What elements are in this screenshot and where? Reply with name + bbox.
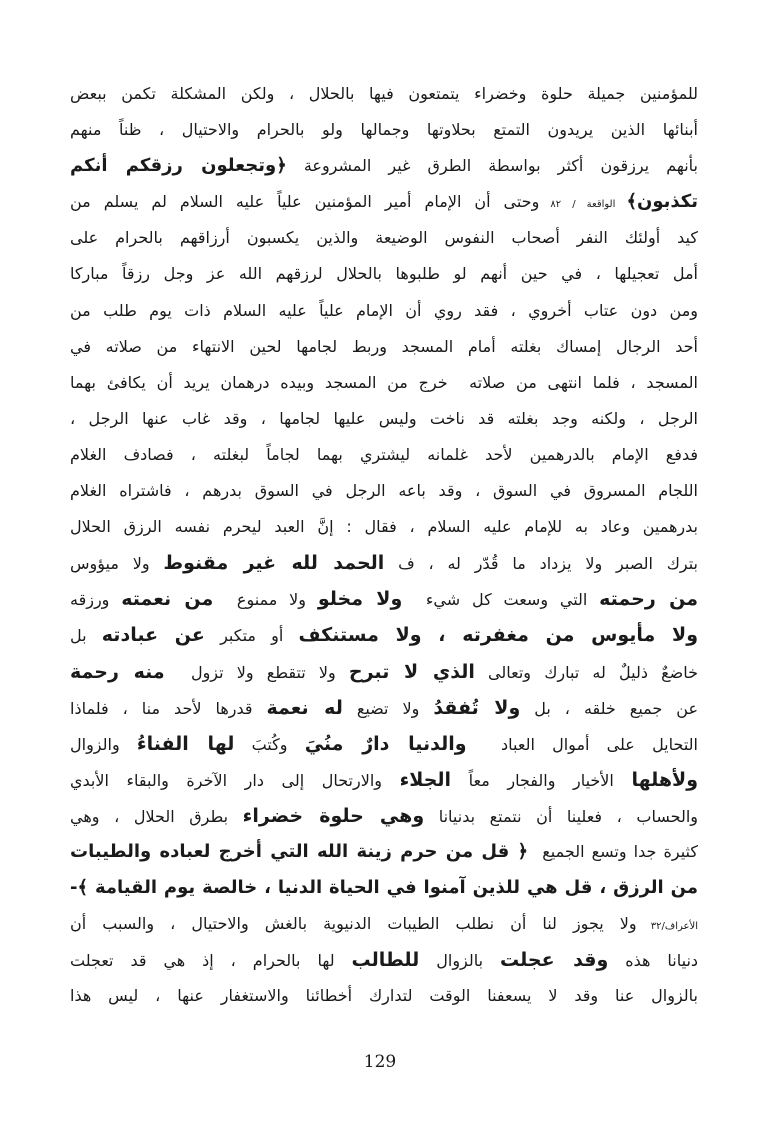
text-segment: اللجام المسروق في السوق ، وقد باعه الرجل في السوق بدرهم ، فاشتراه الغلام <box>70 481 698 501</box>
emphasized-text: الجلاء <box>399 768 452 791</box>
emphasized-text: وقد عجلت <box>500 949 609 972</box>
text-line <box>70 112 698 148</box>
text-line <box>70 329 698 365</box>
text-segment: وحتى أن الإمام أمير المؤمنين علياً عليه السلام لم يسلم من <box>70 192 540 212</box>
text-segment: ولا تضيع <box>342 698 434 718</box>
text-segment: ولا ممنوع <box>213 590 318 610</box>
emphasized-text: الحمد لله غير مقنوط <box>163 552 385 575</box>
text-segment: التحايل على أموال العباد <box>466 734 698 754</box>
emphasized-text: ولا تُفقدُ <box>433 696 521 719</box>
text-segment: دنيانا هذه <box>608 951 698 971</box>
text-segment: بطرق الحلال ، وهي <box>70 806 243 826</box>
text-line <box>70 870 698 906</box>
text-segment: ولا يجوز لنا أن نطلب الطيبات الدنيوية بالغش والاحتيال ، والسبب أن <box>70 914 637 934</box>
emphasized-text: ولا مخلو <box>317 588 403 611</box>
body-text <box>70 76 698 1014</box>
text-segment: لها بالحرام ، إذ هي قد تعجلت <box>70 951 352 971</box>
text-line <box>70 726 698 762</box>
emphasized-text: وهي حلوة خضراء <box>242 804 425 827</box>
text-segment: للمؤمنين جميلة حلوة وخضراء يتمتعون فيها بالحلال ، ولكن المشكلة تكمن ببعض <box>70 84 698 103</box>
text-line <box>70 762 698 798</box>
text-line <box>70 76 698 112</box>
citation-reference: الواقعة / ٨٢ <box>539 199 627 211</box>
emphasized-text: من الرزق ، قل هي للذين آمنوا في الحياة الدنيا ، خالصة يوم القيامة ﴾- <box>70 877 698 899</box>
text-line <box>70 437 698 473</box>
text-segment: والحساب ، فعلينا أن نتمتع بدنيانا <box>424 806 698 826</box>
text-segment: فدفع الإمام بالدرهمين لأحد غلمانه ليشتري بهما لجاماً لبغلته ، فصادف الغلام <box>70 444 698 464</box>
text-segment: التي وسعت كل شيء <box>402 590 600 610</box>
emphasized-text: من رحمته <box>599 588 698 611</box>
text-segment: بترك الصبر ولا يزداد ما قُدّر له ، ف <box>384 554 698 574</box>
text-segment: قدرها لأحد منا ، فلماذا <box>70 698 267 718</box>
text-segment: والزوال <box>70 734 137 754</box>
emphasized-text: عن عبادته <box>101 624 205 647</box>
text-segment: الأخيار والفجار معاً <box>451 770 632 790</box>
text-line <box>70 942 698 978</box>
text-line <box>70 148 698 184</box>
text-segment: بالزوال <box>419 951 501 971</box>
text-line <box>70 617 698 653</box>
text-segment: كثيرة جدا وتسع الجميع <box>528 841 698 861</box>
text-line <box>70 473 698 509</box>
citation-reference: الأعراف/٣٢ <box>636 921 698 933</box>
text-line <box>70 256 698 292</box>
emphasized-text: منه رحمة <box>70 660 165 683</box>
text-line <box>70 834 698 870</box>
text-segment: ومن دون عتاب أخروي ، فقد روي أن الإمام علياً عليه السلام ذات يوم طلب من <box>70 300 698 320</box>
text-segment: الرجل ، ولكنه وجد بغلته قد ناخت وليس عليها لجامها ، وقد غاب عنها الرجل ، <box>70 408 698 428</box>
text-line <box>70 401 698 437</box>
text-segment: وكُتبَ <box>234 734 305 754</box>
text-segment: خاضعٌ ذليلٌ له تبارك وتعالى <box>474 662 698 682</box>
text-segment: عن جميع خلقه ، بل <box>520 698 698 718</box>
text-line <box>70 654 698 690</box>
emphasized-text: ولأهلها <box>631 768 698 791</box>
text-segment: ولا ميؤوس <box>70 554 164 574</box>
text-segment: بالزوال عنا وقد لا يسعفنا الوقت لتدارك أخطائنا والاستغفار عنها ، ليس هذا <box>70 986 698 1006</box>
text-line <box>70 798 698 834</box>
page-number: 129 <box>363 1052 397 1072</box>
text-segment: كيد أولئك النفر أصحاب النفوس الوضيعة والذين يكسبون أرزاقهم بالحرام على <box>70 228 698 248</box>
text-segment: والارتحال إلى دار الآخرة والبقاء الأبدي <box>70 770 400 790</box>
text-line <box>70 220 698 256</box>
text-line <box>70 365 698 401</box>
text-line <box>70 581 698 617</box>
text-line <box>70 906 698 942</box>
text-segment: أو متكبر <box>204 626 299 646</box>
text-segment: ولا تتقطع ولا تزول <box>164 662 349 682</box>
emphasized-text: من نعمته <box>121 588 214 611</box>
text-segment: أبنائها الذين يريدون التمتع بحلاوتها وجمالها ولو بالحرام والاحتيال ، ظناً منهم <box>70 120 698 140</box>
emphasized-text: ﴿وتجعلون رزقكم أنكم <box>70 155 287 177</box>
text-segment: أمل تعجيلها ، في حين أنهم لو طلبوها بالحلال لرزقهم الله عز وجل رزقاً مباركا <box>70 264 698 284</box>
text-line <box>70 978 698 1014</box>
text-line <box>70 690 698 726</box>
text-segment: بدرهمين وعاد به للإمام عليه السلام ، فقال : إنَّ العبد ليحرم نفسه الرزق الحلال <box>70 517 698 537</box>
text-segment: المسجد ، فلما انتهى من صلاته خرج من المسجد وبيده درهمان يريد أن يكافئ بهما <box>70 372 698 392</box>
text-line <box>70 184 698 220</box>
emphasized-text: والدنيا دارٌ منُيَ <box>304 732 467 755</box>
text-line <box>70 545 698 581</box>
text-segment: أحد الرجال إمساك بغلته أمام المسجد وربط لجامها لحين الانتهاء من صلاته في <box>70 336 698 356</box>
emphasized-text: ولا مأيوس من مغفرته ، ولا مستنكف <box>298 624 698 647</box>
text-segment: بأنهم يرزقون أكثر بواسطة الطرق غير المشروعة <box>286 156 698 176</box>
text-line <box>70 509 698 545</box>
emphasized-text: ﴿ قل من حرم زينة الله التي أخرج لعباده والطيبات <box>70 840 529 862</box>
emphasized-text: الذي لا تبرح <box>348 660 475 683</box>
text-segment: ورزقه <box>70 590 122 610</box>
text-line <box>70 293 698 329</box>
text-segment: بل <box>70 626 102 646</box>
emphasized-text: له نعمة <box>266 696 343 719</box>
emphasized-text: لها الفناءُ <box>136 732 235 755</box>
emphasized-text: للطالب <box>351 949 420 972</box>
emphasized-text: تكذبون﴾ <box>626 191 698 213</box>
